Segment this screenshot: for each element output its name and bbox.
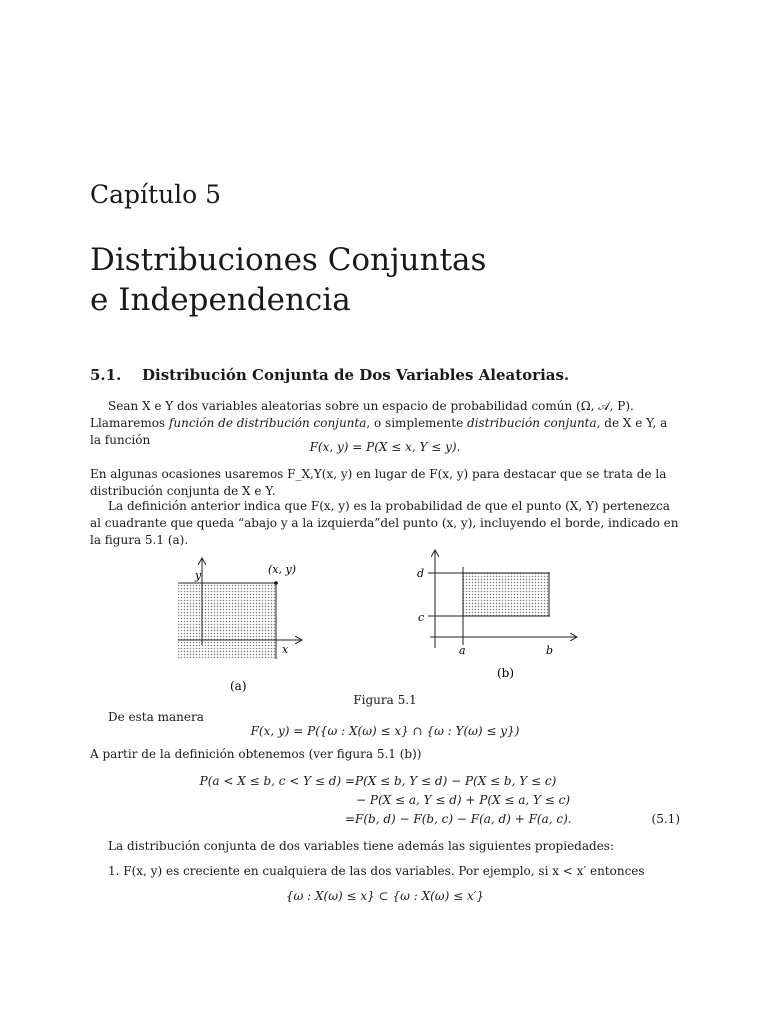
point-xy (274, 581, 278, 585)
p1-text-a: Sean X e Y dos variables aleatorias sobre un espacio de probabilidad común (Ω, 𝒜, P). Llamaremos (90, 399, 634, 430)
point-label-xy: (x, y) (268, 563, 296, 576)
section-title: Distribución Conjunta de Dos Variables Aleatorias. (142, 366, 570, 384)
shaded-quadrant-a (178, 583, 276, 659)
paragraph-interpretation: La definición anterior indica que F(x, y) es la probabilidad de que el punto (X, Y) pertenezca al cuadrante que queda “abajo y a la izquierda”del punto (x, y), incluyendo el borde, indicado en la figura 5.1 (a). (90, 499, 679, 547)
shaded-rectangle-b (463, 573, 549, 616)
section-heading (90, 366, 569, 384)
equation-subset: {ω : X(ω) ≤ x} ⊂ {ω : X(ω) ≤ x′} (285, 889, 485, 903)
list-item-1 (108, 863, 645, 880)
axis-label-x-a: x (282, 643, 289, 656)
equation-5-1-line3 (90, 810, 680, 829)
paragraph-properties: La distribución conjunta de dos variables tiene además las siguientes propiedades: (108, 839, 614, 853)
p1-emphasis-1: función de distribución conjunta (168, 416, 367, 430)
list-item-1-text: F(x, y) es creciente en cualquiera de las dos variables. Por ejemplo, si x < x′ entonces (123, 864, 645, 878)
sublabel-b: (b) (497, 666, 515, 680)
tick-label-c: c (418, 611, 425, 624)
list-item-1-number: 1. (108, 864, 120, 878)
section-number: 5.1. (90, 366, 122, 384)
equation-5-1-line2 (90, 791, 680, 810)
equation-event-form: F(x, y) = P({ω : X(ω) ≤ x} ∩ {ω : Y(ω) ≤ y}) (250, 724, 520, 738)
chapter-title (90, 240, 690, 320)
equation-joint-cdf: F(x, y) = P(X ≤ x, Y ≤ y). (309, 440, 461, 454)
chapter-title-line2: e Independencia (90, 282, 351, 318)
equation-5-1 (90, 772, 680, 829)
equation-5-1-line1-lhs: P(a < X ≤ b, c < Y ≤ d) = (199, 774, 355, 788)
equation-number: (5.1) (651, 812, 680, 826)
paragraph-derivation: A partir de la definición obtenemos (ver figura 5.1 (b)) (90, 747, 422, 761)
figure-caption: Figura 5.1 (353, 693, 417, 707)
p1-text-c: , de X e Y, a la función (90, 416, 668, 447)
sublabel-a: (a) (230, 679, 247, 693)
equation-5-1-line3-lhs: = (344, 812, 355, 826)
equation-5-1-line1 (90, 772, 680, 791)
paragraph-notation: En algunas ocasiones usaremos F_X,Y(x, y) en lugar de F(x, y) para destacar que se trata de la distribución conjunta de X e Y. (90, 467, 667, 498)
paragraph-thus: De esta manera (108, 710, 204, 724)
equation-5-1-line3-rhs: F(b, d) − F(b, c) − F(a, d) + F(a, c). (355, 812, 572, 826)
equation-5-1-line1-rhs: P(X ≤ b, Y ≤ d) − P(X ≤ b, Y ≤ c) (355, 774, 557, 788)
chapter-title-line1: Distribuciones Conjuntas (90, 242, 487, 278)
figure-svg (90, 545, 680, 710)
p1-text-b: , o simplemente (366, 416, 468, 430)
figure-5-1 (90, 545, 680, 710)
tick-label-d: d (417, 567, 425, 580)
equation-5-1-line2-rhs: − P(X ≤ a, Y ≤ d) + P(X ≤ a, Y ≤ c) (356, 793, 571, 807)
panel-a (178, 558, 302, 693)
axis-label-y-a: y (195, 569, 202, 582)
tick-label-a: a (459, 644, 466, 657)
tick-label-b: b (546, 644, 554, 657)
p1-emphasis-2: distribución conjunta (467, 416, 597, 430)
panel-b (417, 550, 577, 680)
chapter-label: Capítulo 5 (90, 180, 222, 209)
